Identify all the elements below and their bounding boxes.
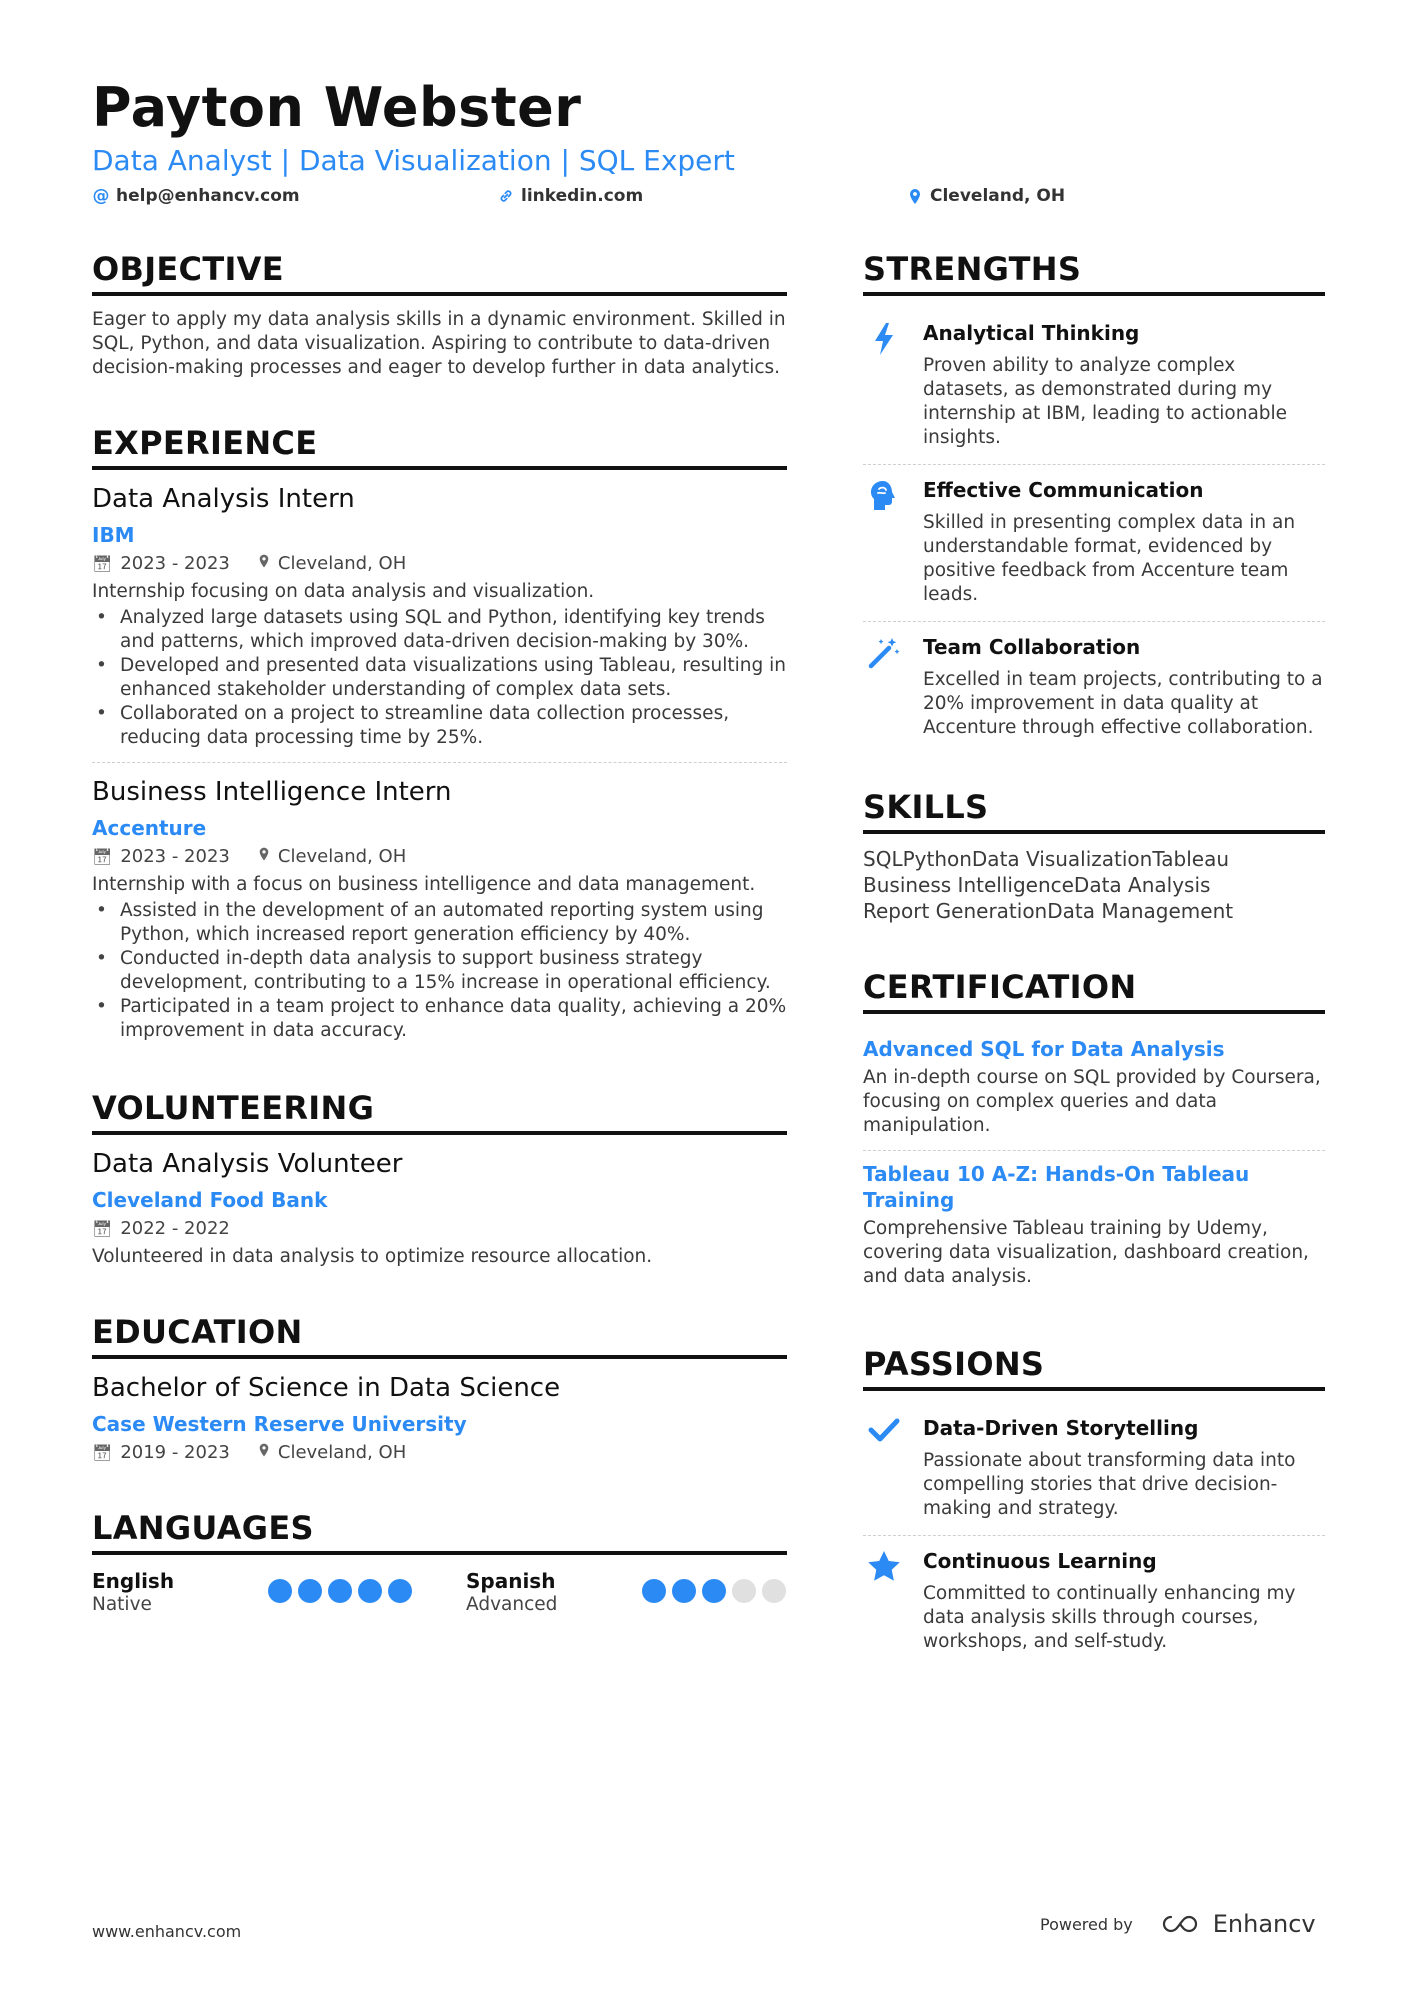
job-meta [92, 845, 787, 869]
education-location: Cleveland, OH [277, 1442, 407, 1463]
rating-dot-filled [268, 1579, 292, 1603]
contact-email[interactable] [92, 186, 300, 206]
experience-entry [92, 762, 787, 1055]
strength-desc: Proven ability to analyze complex datasets, as demonstrated during my internship at IBM, leading to actionable insights. [923, 355, 1288, 448]
strength-title: Analytical Thinking [923, 321, 1140, 345]
job-location: Cleveland, OH [277, 553, 407, 574]
left-column [92, 250, 787, 1651]
job-summary: Internship focusing on data analysis and visualization. [92, 581, 595, 602]
certification-desc: An in-depth course on SQL provided by Coursera, focusing on complex queries and data manipulation. [863, 1067, 1321, 1136]
location-pin-icon [258, 845, 270, 869]
checkmark-icon [863, 1415, 905, 1521]
strengths-section [863, 250, 1325, 754]
rating-dot-filled [702, 1579, 726, 1603]
calendar-icon: 📅︎ [92, 847, 113, 866]
rating-dot-filled [388, 1579, 412, 1603]
certification-name: Tableau 10 A-Z: Hands-On Tableau Training [863, 1162, 1250, 1212]
objective-text: Eager to apply my data analysis skills in a dynamic environment. Skilled in SQL, Python, and data visualization. Aspiring to contribute to data-driven decision-making processes and eager to develop further in data analytics. [92, 309, 786, 378]
head-speaking-icon [863, 477, 905, 607]
strength-item [863, 308, 1325, 464]
strength-title: Team Collaboration [923, 635, 1141, 659]
brand-name: Enhancv [1212, 1910, 1316, 1938]
volunteer-summary: Volunteered in data analysis to optimize resource allocation. [92, 1246, 653, 1267]
at-icon: @ [92, 186, 110, 206]
skills-line: SQLPythonData VisualizationTableau [863, 847, 1229, 871]
job-bullet: • Conducted in-depth data analysis to support business strategy development, contributing to a 15% increase in operational efficiency. [92, 947, 787, 995]
rating-dot-filled [672, 1579, 696, 1603]
job-bullets [92, 606, 787, 750]
skills-line: Business IntelligenceData Analysis [863, 873, 1211, 897]
volunteer-meta [92, 1217, 787, 1241]
location-pin-icon [258, 1441, 270, 1465]
language-rating [268, 1579, 412, 1603]
job-role: Business Intelligence Intern [92, 777, 452, 807]
magic-wand-icon [863, 634, 905, 740]
rating-dot-empty [732, 1579, 756, 1603]
job-location: Cleveland, OH [277, 846, 407, 867]
strengths-title: STRENGTHS [863, 250, 1325, 296]
right-column [863, 250, 1325, 1702]
education-dates: 2019 - 2023 [120, 1442, 230, 1463]
strength-desc: Excelled in team projects, contributing to a 20% improvement in data quality at Accenture through effective collaboration. [923, 669, 1323, 738]
job-bullet: • Assisted in the development of an automated reporting system using Python, which increased report generation efficiency by 40%. [92, 899, 787, 947]
location-pin-icon [258, 552, 270, 576]
school: Case Western Reserve University [92, 1412, 467, 1436]
passion-desc: Passionate about transforming data into compelling stories that drive decision-making and strategy. [923, 1450, 1296, 1519]
job-summary: Internship with a focus on business intelligence and data management. [92, 874, 756, 895]
brand-mark-icon [1157, 1913, 1203, 1935]
job-bullet: • Analyzed large datasets using SQL and Python, identifying key trends and patterns, which improved data-driven decision-making by 30%. [92, 606, 787, 654]
languages-title: LANGUAGES [92, 1509, 787, 1555]
rating-dot-filled [642, 1579, 666, 1603]
calendar-icon: 📅︎ [92, 1219, 113, 1238]
language-rating [642, 1579, 786, 1603]
passion-item [863, 1403, 1325, 1535]
candidate-headline: Data Analyst | Data Visualization | SQL Expert [92, 144, 735, 177]
certification-item [863, 1026, 1325, 1150]
certification-item [863, 1150, 1325, 1301]
job-bullet: • Collaborated on a project to streamline data collection processes, reducing data processing time by 25%. [92, 702, 787, 750]
footer-website[interactable]: www.enhancv.com [92, 1922, 242, 1941]
strength-item [863, 621, 1325, 754]
volunteering-section [92, 1089, 787, 1269]
passion-title: Data-Driven Storytelling [923, 1416, 1199, 1440]
certification-section [863, 968, 1325, 1301]
strength-item [863, 464, 1325, 621]
language-level: Native [92, 1594, 152, 1615]
job-role: Data Analysis Intern [92, 484, 355, 514]
powered-by-label: Powered by [1040, 1914, 1133, 1934]
volunteer-org: Cleveland Food Bank [92, 1188, 328, 1212]
job-meta [92, 552, 787, 576]
education-meta [92, 1441, 787, 1465]
language-level: Advanced [466, 1594, 558, 1615]
contact-location [906, 186, 1065, 206]
experience-section [92, 424, 787, 1055]
brand-logo[interactable] [1157, 1910, 1316, 1938]
job-dates: 2023 - 2023 [120, 553, 230, 574]
languages-section [92, 1509, 787, 1617]
candidate-name: Payton Webster [92, 76, 582, 139]
passion-item [863, 1535, 1325, 1668]
email-text: help@enhancv.com [116, 186, 300, 206]
volunteer-dates: 2022 - 2022 [120, 1218, 230, 1239]
passion-desc: Committed to continually enhancing my data analysis skills through courses, workshops, and self-study. [923, 1583, 1296, 1652]
job-bullet: • Developed and presented data visualizations using Tableau, resulting in enhanced stakeholder understanding of complex data sets. [92, 654, 787, 702]
language-name: English [92, 1569, 175, 1593]
certification-name: Advanced SQL for Data Analysis [863, 1037, 1225, 1061]
experience-entry [92, 482, 787, 762]
degree: Bachelor of Science in Data Science [92, 1373, 561, 1403]
job-bullets [92, 899, 787, 1043]
location-text: Cleveland, OH [930, 186, 1066, 206]
rating-dot-filled [298, 1579, 322, 1603]
objective-section [92, 250, 787, 380]
footer-branding [1040, 1910, 1316, 1938]
education-section [92, 1313, 787, 1465]
website-text: linkedin.com [521, 186, 644, 206]
lightning-bolt-icon [863, 320, 905, 450]
calendar-icon: 📅︎ [92, 554, 113, 573]
volunteering-title: VOLUNTEERING [92, 1089, 787, 1135]
education-title: EDUCATION [92, 1313, 787, 1359]
skills-line: Report GenerationData Management [863, 899, 1234, 923]
strength-title: Effective Communication [923, 478, 1204, 502]
calendar-icon: 📅︎ [92, 1443, 113, 1462]
language-item [466, 1569, 786, 1617]
star-icon [863, 1548, 905, 1654]
link-icon [497, 188, 515, 204]
skills-section [863, 788, 1325, 924]
contact-website[interactable] [497, 186, 643, 206]
job-company: Accenture [92, 816, 207, 840]
skills-title: SKILLS [863, 788, 1325, 834]
certification-desc: Comprehensive Tableau training by Udemy, covering data visualization, dashboard creation, and data analysis. [863, 1218, 1309, 1287]
passions-section [863, 1345, 1325, 1668]
strength-desc: Skilled in presenting complex data in an understandable format, evidenced by positive feedback from Accenture team leads. [923, 512, 1296, 605]
job-bullet: • Participated in a team project to enhance data quality, achieving a 20% improvement in data accuracy. [92, 995, 787, 1043]
language-item [92, 1569, 412, 1617]
rating-dot-filled [358, 1579, 382, 1603]
experience-title: EXPERIENCE [92, 424, 787, 470]
certification-title: CERTIFICATION [863, 968, 1325, 1014]
rating-dot-empty [762, 1579, 786, 1603]
job-dates: 2023 - 2023 [120, 846, 230, 867]
rating-dot-filled [328, 1579, 352, 1603]
passions-title: PASSIONS [863, 1345, 1325, 1391]
passion-title: Continuous Learning [923, 1549, 1157, 1573]
language-name: Spanish [466, 1569, 556, 1593]
languages-list [92, 1569, 787, 1617]
job-company: IBM [92, 523, 135, 547]
volunteer-role: Data Analysis Volunteer [92, 1149, 403, 1179]
objective-title: OBJECTIVE [92, 250, 787, 296]
location-pin-icon [906, 188, 924, 205]
